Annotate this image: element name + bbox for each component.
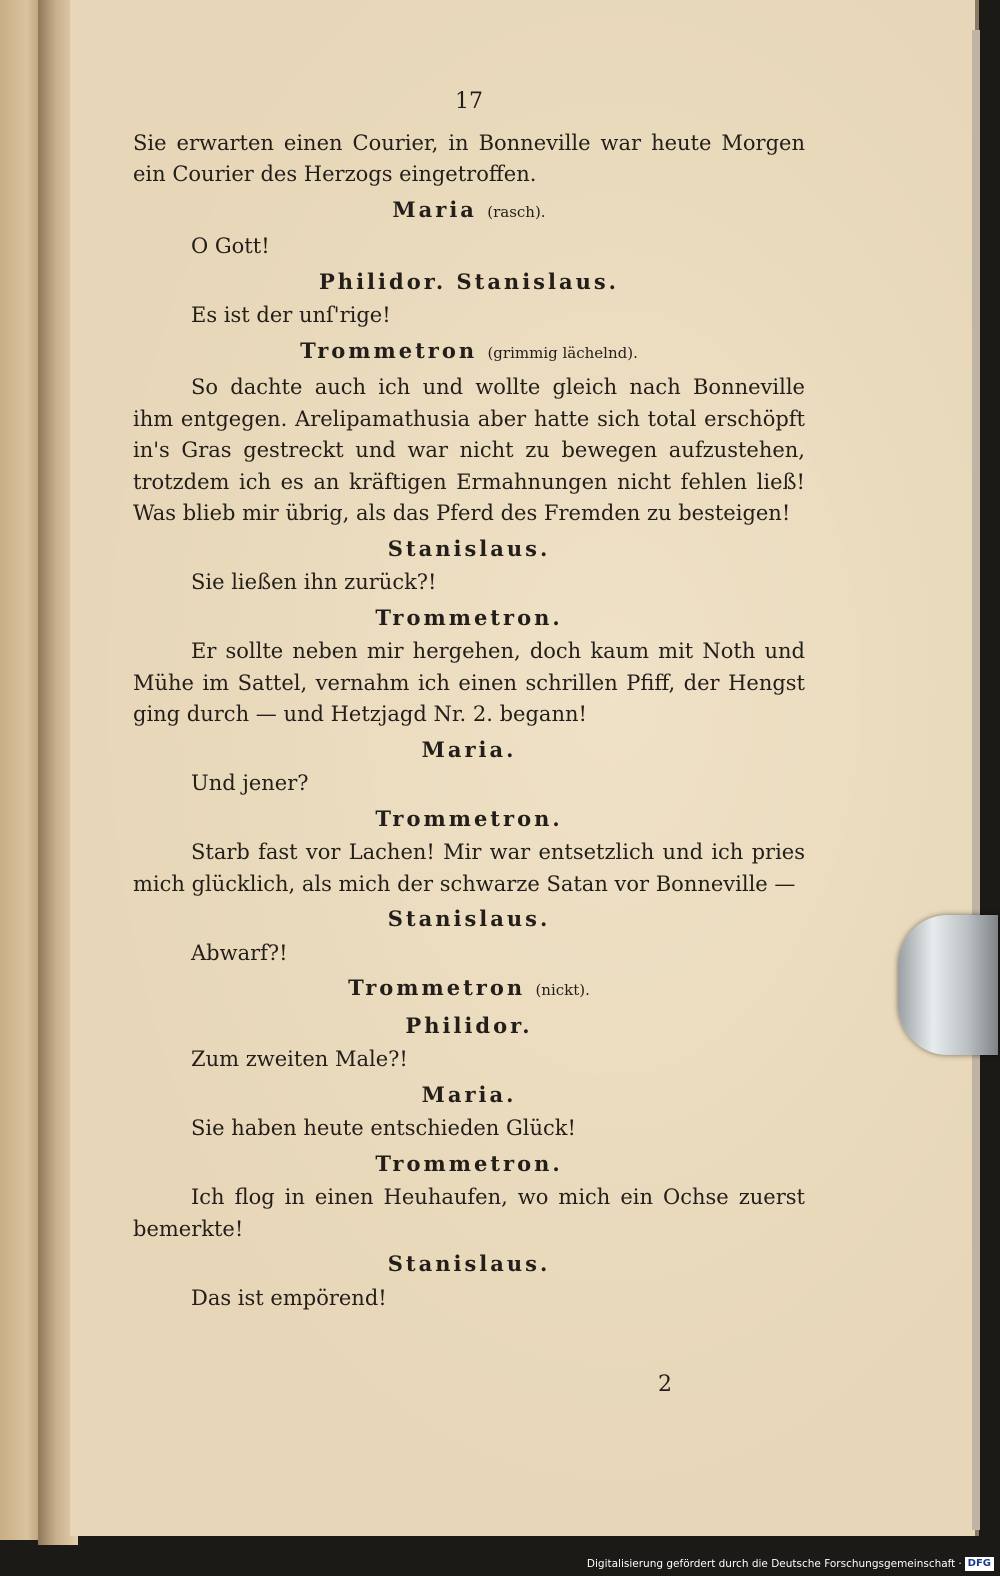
- speaker-heading: [133, 335, 805, 370]
- speaker-heading: [133, 903, 805, 935]
- footer-text: Digitalisierung gefördert durch die Deutsche Forschungsgemeinschaft: [586, 1558, 956, 1570]
- speaker-name: Trommetron.: [375, 805, 563, 831]
- speaker-heading: [133, 734, 805, 766]
- speaker-name: Stanislaus.: [387, 535, 551, 561]
- dialogue-paragraph: Und jener?: [191, 771, 309, 795]
- dialogue-paragraph: Das ist empörend!: [191, 1285, 387, 1310]
- speaker-name: Trommetron: [300, 337, 478, 363]
- speaker-name: Trommetron: [348, 975, 526, 1000]
- dialogue-paragraph: Es ist der unſ'rige!: [191, 303, 391, 327]
- speaker-heading: [133, 972, 805, 1007]
- dialogue-lines: [133, 128, 805, 1315]
- dialogue-paragraph: Sie ließen ihn zurück?!: [191, 570, 437, 594]
- page-stack-edge: [972, 30, 980, 1530]
- stage-direction: (grimmig lächelnd).: [487, 343, 638, 362]
- speaker-heading: [133, 1010, 805, 1042]
- speaker-heading: [133, 266, 805, 298]
- dialogue-paragraph: Zum zweiten Male?!: [191, 1047, 408, 1071]
- stage-direction: (nickt).: [535, 981, 590, 999]
- dialogue-paragraph: Abwarf?!: [191, 940, 288, 965]
- page-number: 17: [455, 89, 483, 114]
- dialogue-paragraph: Sie erwarten einen Courier, in Bonneville war heute Morgen ein Courier des Herzogs eingetroffen.: [133, 130, 805, 186]
- speaker-heading: [133, 533, 805, 565]
- dialogue-paragraph: Ich flog in einen Heuhaufen, wo mich ein Ochse zuerst bemerkte!: [133, 1185, 805, 1241]
- page-text-block: [133, 86, 805, 1314]
- speaker-name: Maria.: [421, 1081, 517, 1107]
- speaker-heading: [133, 1248, 805, 1280]
- speaker-name: Stanislaus.: [387, 1251, 551, 1276]
- speaker-heading: [133, 602, 805, 634]
- dialogue-paragraph: Sie haben heute entschieden Glück!: [191, 1116, 576, 1140]
- speaker-name: Maria: [392, 196, 477, 222]
- footer-separator: ·: [958, 1558, 962, 1570]
- digitization-footer: [587, 1555, 994, 1573]
- dfg-logo: DFG: [965, 1557, 994, 1571]
- speaker-name: Stanislaus.: [387, 906, 551, 931]
- speaker-heading: [133, 1079, 805, 1111]
- dialogue-paragraph: Er sollte neben mir hergehen, doch kaum mit Noth und Mühe im Sattel, vernahm ich einen schrillen Pfiff, der Hengst ging durch — und Hetzjagd Nr. 2. begann!: [133, 639, 805, 726]
- speaker-heading: [133, 194, 805, 229]
- speaker-name: Trommetron.: [375, 1150, 563, 1176]
- speaker-name: Trommetron.: [375, 604, 563, 630]
- speaker-heading: [133, 803, 805, 835]
- signature-mark: 2: [658, 1372, 672, 1397]
- speaker-name: Maria.: [421, 736, 517, 762]
- dialogue-paragraph: So dachte auch ich und wollte gleich nach Bonneville ihm entgegen. Arelipamathusia aber hatte sich total erschöpft in's Gras gestreckt und war nicht zu bewegen aufzustehen, trotzdem ich es an kräftigen Ermahnungen nicht fehlen ließ! Was blieb mir übrig, als das Pferd des Fremden zu besteigen!: [133, 375, 805, 525]
- page-clip-holder: [898, 915, 998, 1055]
- speaker-name: Philidor.: [405, 1012, 533, 1038]
- dialogue-paragraph: Starb fast vor Lachen! Mir war entsetzlich und ich pries mich glücklich, als mich der schwarze Satan vor Bonneville —: [133, 840, 805, 896]
- speaker-heading: [133, 1148, 805, 1180]
- dialogue-paragraph: O Gott!: [191, 234, 270, 258]
- speaker-name: Philidor. Stanislaus.: [319, 268, 619, 294]
- stage-direction: (rasch).: [487, 202, 546, 221]
